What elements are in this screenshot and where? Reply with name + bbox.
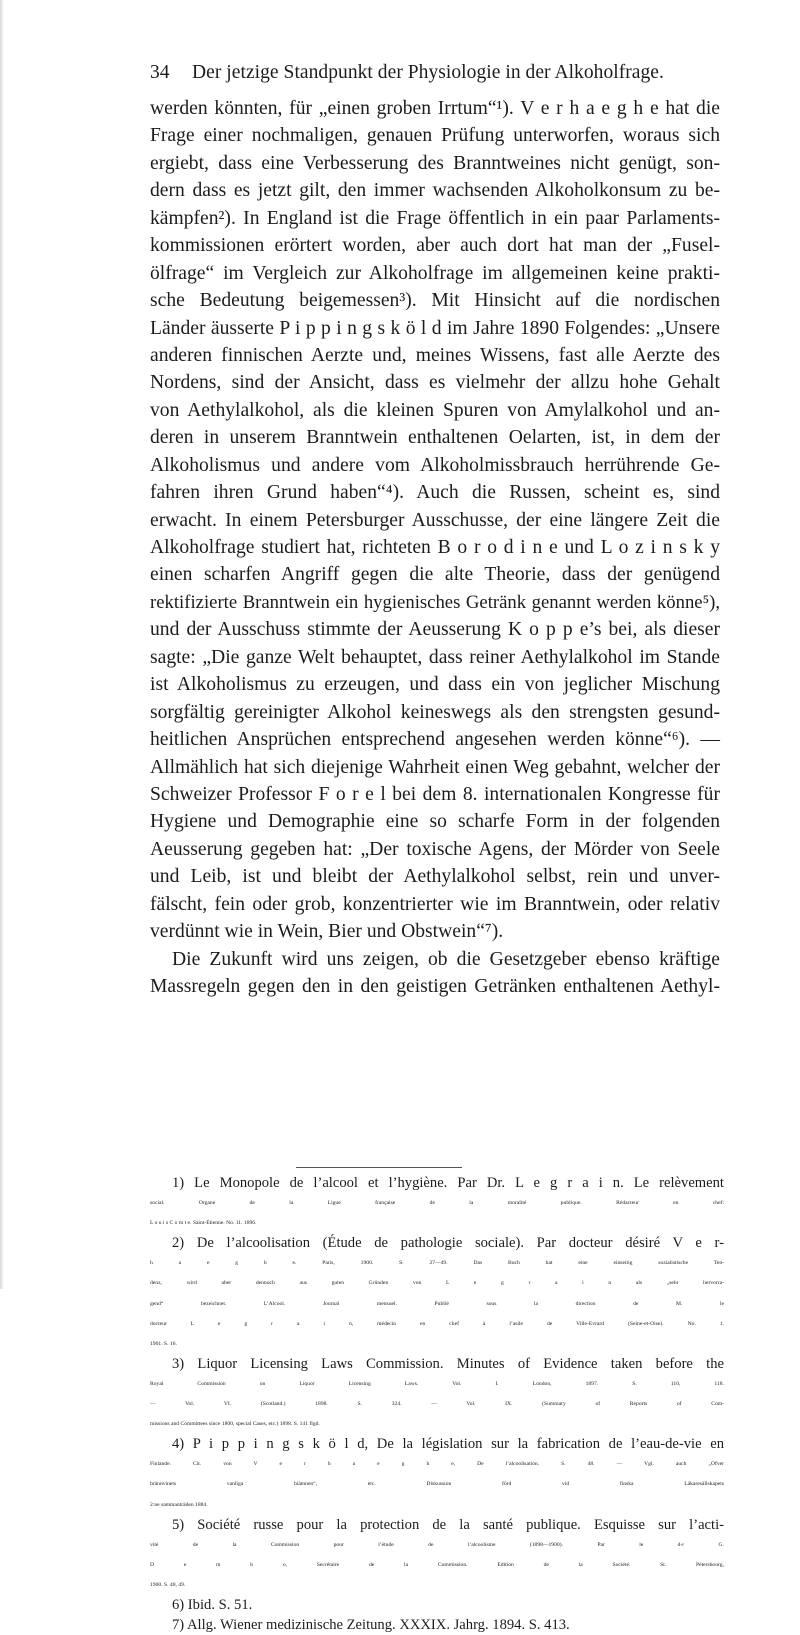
footnote-line: 1901. S. 16.	[150, 1340, 177, 1347]
footnote-line: brännvinets vanliga biämnen“, etc. Diskussion förd vid finska Läkaresällskapets	[150, 1481, 724, 1488]
body-line: rektifizierte Branntwein ein hygienisches Getränk genannt werden könne⁵),	[150, 591, 720, 613]
body-line: ölfrage“ im Vergleich zur Alkoholfrage im allgemeinen keine prakti-	[150, 262, 720, 284]
footnote-line: 1900. S. 48, 49.	[150, 1581, 186, 1588]
footnote-line: social. Organe de la Ligue française de la moralité publique. Rédacteur en chef:	[150, 1200, 724, 1207]
body-line: fahren ihren Grund haben“⁴). Auch die Russen, scheint es, sind	[150, 482, 720, 504]
footnotes	[150, 1173, 724, 1635]
body-line: sche Bedeutung beigemessen³). Mit Hinsicht auf die nordischen	[150, 290, 720, 312]
footnote-line: missions and Committees since 1800, special Cases, etc.) 1898. S. 141 flgd.	[150, 1421, 320, 1428]
footnote-line: docteur L e g r a i n, médecin en chef à l’asile de Ville-Evrard (Seine-et-Oise). No. 1.	[150, 1320, 724, 1327]
footnote-line: L o u i s C o m t e. Saint-Étienne. No. 11. 1896.	[150, 1220, 257, 1227]
body-line: Aeusserung gegeben hat: „Der toxische Agens, der Mörder von Seele	[150, 838, 720, 860]
running-title: Der jetzige Standpunkt der Physiologie in der Alkoholfrage.	[192, 62, 664, 83]
body-line: kommissionen erörtert worden, aber auch dort hat man der „Fusel-	[150, 235, 720, 257]
body-line: Länder äusserte P i p p i n g s k ö l d im Jahre 1890 Folgendes: „Unsere	[150, 317, 720, 339]
footnote-line: 2:ne sammanträden 1884.	[150, 1501, 208, 1508]
body-line: Alkoholismus und andere vom Alkoholmissbrauch herrührende Ge-	[150, 454, 720, 476]
body-line: deren in unserem Branntwein enthaltenen Oelarten, ist, in dem der	[150, 427, 720, 449]
body-line: von Aethylalkohol, als die kleinen Spuren von Amylalkohol und an-	[150, 399, 720, 421]
footnote-line: 4) P i p p i n g s k ö l d, De la législation sur la fabrication de l’eau-de-vie en	[172, 1436, 724, 1453]
footnote-divider	[296, 1167, 462, 1168]
body-line: Allmählich hat sich diejenige Wahrheit einen Weg gebahnt, welcher der	[150, 756, 720, 778]
body-line: Massregeln gegen den in den geistigen Getränken enthaltenen Aethyl-	[150, 976, 720, 997]
body-line: sorgfältig gereinigter Alkohol keineswegs als den strengsten gesund-	[150, 701, 720, 723]
body-line: Die Zukunft wird uns zeigen, ob die Gesetzgeber ebenso kräftige	[172, 948, 720, 970]
body-line: ergiebt, dass eine Verbesserung des Branntweines nicht genügt, son-	[150, 152, 720, 174]
footnote-line: 7) Allg. Wiener medizinische Zeitung. XXXIX. Jahrg. 1894. S. 413.	[172, 1617, 570, 1634]
body-line: dern dass es jetzt gilt, den immer wachsenden Alkoholkonsum zu be-	[150, 180, 720, 202]
body-line: Schweizer Professor F o r e l bei dem 8. internationalen Kongresse für	[150, 783, 720, 805]
footnote-line: Royal Commission on Liquor Licensing Laws. Vol. I. London, 1897. S. 110, 118.	[150, 1380, 724, 1387]
footnote-line: denz, wird aber dennoch aus guten Gründen von L e g r a i n als „sehr hervorra-	[150, 1280, 724, 1287]
body-line: kämpfen²). In England ist die Frage öffentlich in ein paar Parlaments-	[150, 207, 720, 229]
body-line: und Leib, ist und bleibt der Aethylalkohol selbst, rein und unver-	[150, 866, 720, 888]
footnote-line: 3) Liquor Licensing Laws Commission. Minutes of Evidence taken before the	[172, 1355, 724, 1372]
footnote-line: h a e g h e. Paris, 1900. S. 27—49. Das Buch hat eine einseitig sozialistische Ten-	[150, 1260, 724, 1267]
page-edge-shadow	[0, 0, 4, 1289]
footnote-line: 5) Société russe pour la protection de la santé publique. Esquisse sur l’acti-	[172, 1516, 724, 1533]
footnote-line: 2) De l’alcoolisation (Étude de pathologie sociale). Par docteur désiré V e r-	[172, 1235, 724, 1252]
body-line: heitlichen Ansprüchen entsprechend angesehen werden könne“⁶). —	[150, 729, 720, 751]
footnote-line: D e m b o, Secrétaire de la Commission. Edition de la Société. St. Pétersbourg,	[150, 1561, 724, 1568]
body-line: und der Ausschuss stimmte der Aeusserung K o p p e’s bei, als dieser	[150, 619, 720, 641]
body-line: Nordens, sind der Ansicht, dass es vielmehr der allzu hohe Gehalt	[150, 372, 720, 394]
body-line: einen scharfen Angriff gegen die alte Theorie, dass der genügend	[150, 564, 720, 586]
body-line: anderen finnischen Aerzte und, meines Wissens, fast alle Aerzte des	[150, 344, 720, 366]
footnote-line: vité de la Commission pour l’étude de l’alcoolisme (1898—1900). Par le d-r G.	[150, 1541, 724, 1548]
footnote-line: 1) Le Monopole de l’alcool et l’hygiène. Par Dr. L e g r a i n. Le relèvement	[172, 1175, 724, 1191]
body-line: erwacht. In einem Petersburger Ausschusse, der eine längere Zeit die	[150, 509, 720, 531]
body-line: sagte: „Die ganze Welt behauptet, dass reiner Aethylalkohol im Stande	[150, 646, 720, 668]
body-line: Alkoholfrage studiert hat, richteten B o r o d i n e und L o z i n s k y	[150, 537, 720, 558]
running-header	[150, 58, 710, 88]
page-number: 34	[150, 62, 170, 83]
body-line: verdünnt wie in Wein, Bier und Obstwein“⁷).	[150, 921, 504, 943]
body-text	[150, 95, 720, 1000]
body-line: Frage einer nochmaligen, genauen Prüfung unterworfen, woraus sich	[150, 125, 720, 147]
footnote-line: gend“ bezeichnet. L’Alcool. Journal mensuel. Publié sous la direction de M. le	[150, 1300, 724, 1307]
footnote-line: Finlande. Cit. von V e r h a e g h e, De l’alcoolisation. S. 48. — Vgl. auch „Ofver	[150, 1461, 724, 1468]
body-line: ist Alkoholismus zu erzeugen, und dass ein von jeglicher Mischung	[150, 674, 720, 696]
footnote-line: 6) Ibid. S. 51.	[172, 1596, 253, 1613]
body-line: Hygiene und Demographie eine so scharfe Form in der folgenden	[150, 811, 720, 833]
body-line: werden könnten, für „einen groben Irrtum“¹). V e r h a e g h e hat die	[150, 98, 720, 119]
footnote-line: — Vol. VI. (Scotland.) 1898. S. 324. — Vol. IX. (Summary of Reports of Com-	[150, 1401, 724, 1408]
body-line: fälscht, fein oder grob, konzentrierter wie im Branntwein, oder relativ	[150, 893, 720, 915]
